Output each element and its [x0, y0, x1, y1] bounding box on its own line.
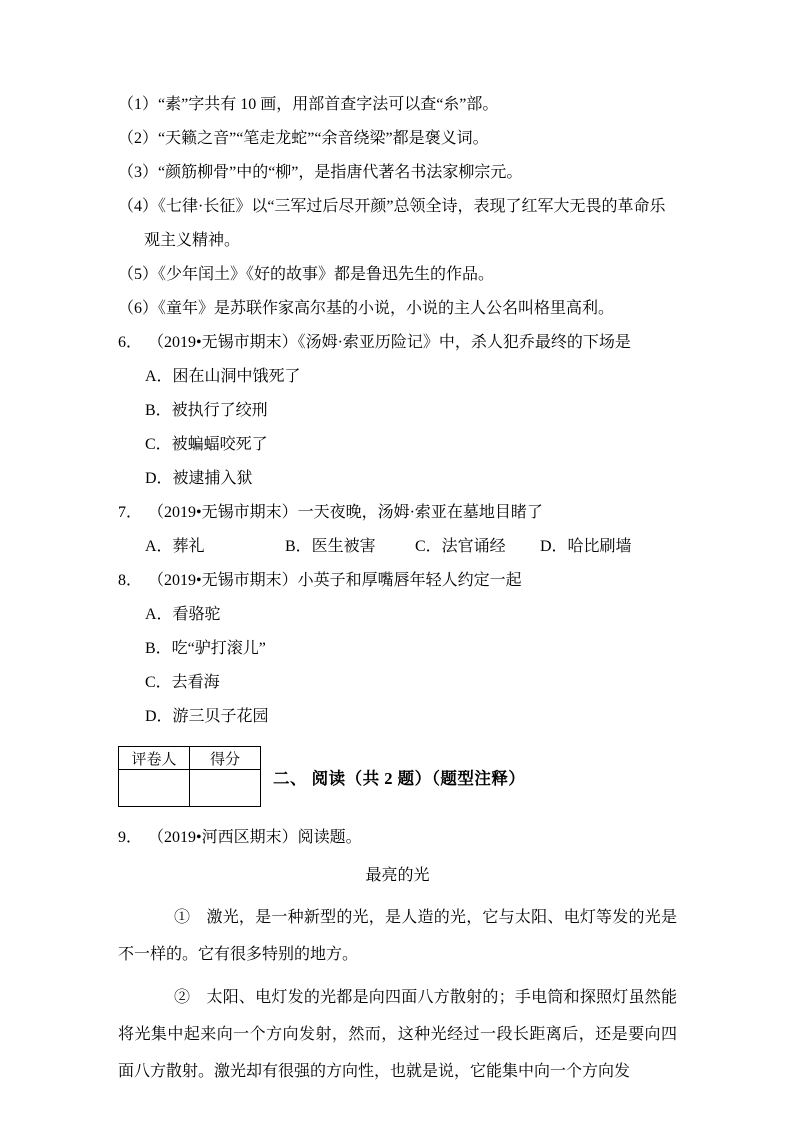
question-7-option-a: A．葬礼 [145, 538, 205, 555]
question-7-option-c: C．法官诵经 [415, 538, 506, 555]
question-6 [118, 326, 677, 496]
statement-5: （5）《少年闰土》《好的故事》都是鲁迅先生的作品。 [118, 266, 495, 283]
statement-3: （3）“颜筋柳骨”中的“柳”，是指唐代著名书法家柳宗元。 [118, 164, 523, 181]
score-table-header-grader: 评卷人 [119, 747, 190, 770]
question-7-stem-text: （2019•无锡市期末）一天夜晚，汤姆·索亚在墓地目睹了 [148, 504, 543, 521]
question-6-stem-text: （2019•无锡市期末）《汤姆·索亚历险记》中，杀人犯乔最终的下场是 [148, 334, 631, 351]
statement-2: （2）“天籁之音”“笔走龙蛇”“余音绕梁”都是褒义词。 [118, 130, 489, 147]
question-8-number: 8． [118, 572, 143, 589]
question-7 [118, 496, 677, 564]
question-7-options [118, 530, 677, 564]
question-9 [118, 821, 677, 1090]
section-title: 二、 阅读（共 2 题）（题型注释） [273, 768, 526, 788]
question-6-option-c: C．被蝙蝠咬死了 [145, 436, 268, 453]
question-8-option-c: C．去看海 [145, 674, 220, 691]
question-9-stem [118, 821, 677, 855]
statement-4: （4）《七律·长征》以“三军过后尽开颜”总领全诗，表现了红军大无畏的革命乐观主义精神。 [118, 198, 666, 249]
question-7-stem [118, 496, 677, 530]
question-9-number: 9． [118, 829, 143, 846]
score-table-header-row [119, 747, 261, 770]
statement-6: （6）《童年》是苏联作家高尔基的小说，小说的主人公名叫格里高利。 [118, 300, 615, 317]
score-table [118, 746, 261, 807]
score-table-empty-row [119, 770, 261, 807]
score-table-cell-grader [119, 770, 190, 807]
question-7-option-d: D．哈比刷墙 [540, 538, 632, 555]
question-8 [118, 564, 677, 734]
question-6-stem [118, 326, 677, 360]
question-8-option-d: D．游三贝子花园 [145, 708, 269, 725]
score-section [118, 746, 677, 807]
question-6-option-b: B．被执行了绞刑 [145, 402, 268, 419]
question-6-number: 6． [118, 334, 143, 351]
question-7-option-b: B．医生被害 [285, 538, 376, 555]
question-8-stem-text: （2019•无锡市期末）小英子和厚嘴唇年轻人约定一起 [148, 572, 522, 589]
question-8-stem [118, 564, 677, 598]
statement-1: （1）“素”字共有 10 画，用部首查字法可以查“糸”部。 [118, 96, 499, 113]
reading-paragraph-1: ① 激光，是一种新型的光，是人造的光，它与太阳、电灯等发的光是不一样的。它有很多特别的地方。 [118, 909, 677, 963]
question-8-option-b: B．吃“驴打滚儿” [145, 640, 266, 657]
score-table-cell-score [190, 770, 261, 807]
statement-list [118, 88, 677, 326]
question-7-number: 7． [118, 504, 143, 521]
question-6-option-d: D．被逮捕入狱 [145, 470, 253, 487]
score-table-header-score: 得分 [190, 747, 261, 770]
question-6-option-a: A．困在山洞中饿死了 [145, 368, 301, 385]
question-9-stem-text: （2019•河西区期末）阅读题。 [148, 829, 362, 846]
reading-paragraph-2: ② 太阳、电灯发的光都是向四面八方散射的；手电筒和探照灯虽然能将光集中起来向一个方向发射，然而，这种光经过一段长距离后，还是要向四面八方散射。激光却有很强的方向性，也就是说，它能集中向一个方向发 [118, 989, 677, 1080]
question-8-option-a: A．看骆驼 [145, 606, 221, 623]
reading-passage-title: 最亮的光 [365, 867, 430, 884]
